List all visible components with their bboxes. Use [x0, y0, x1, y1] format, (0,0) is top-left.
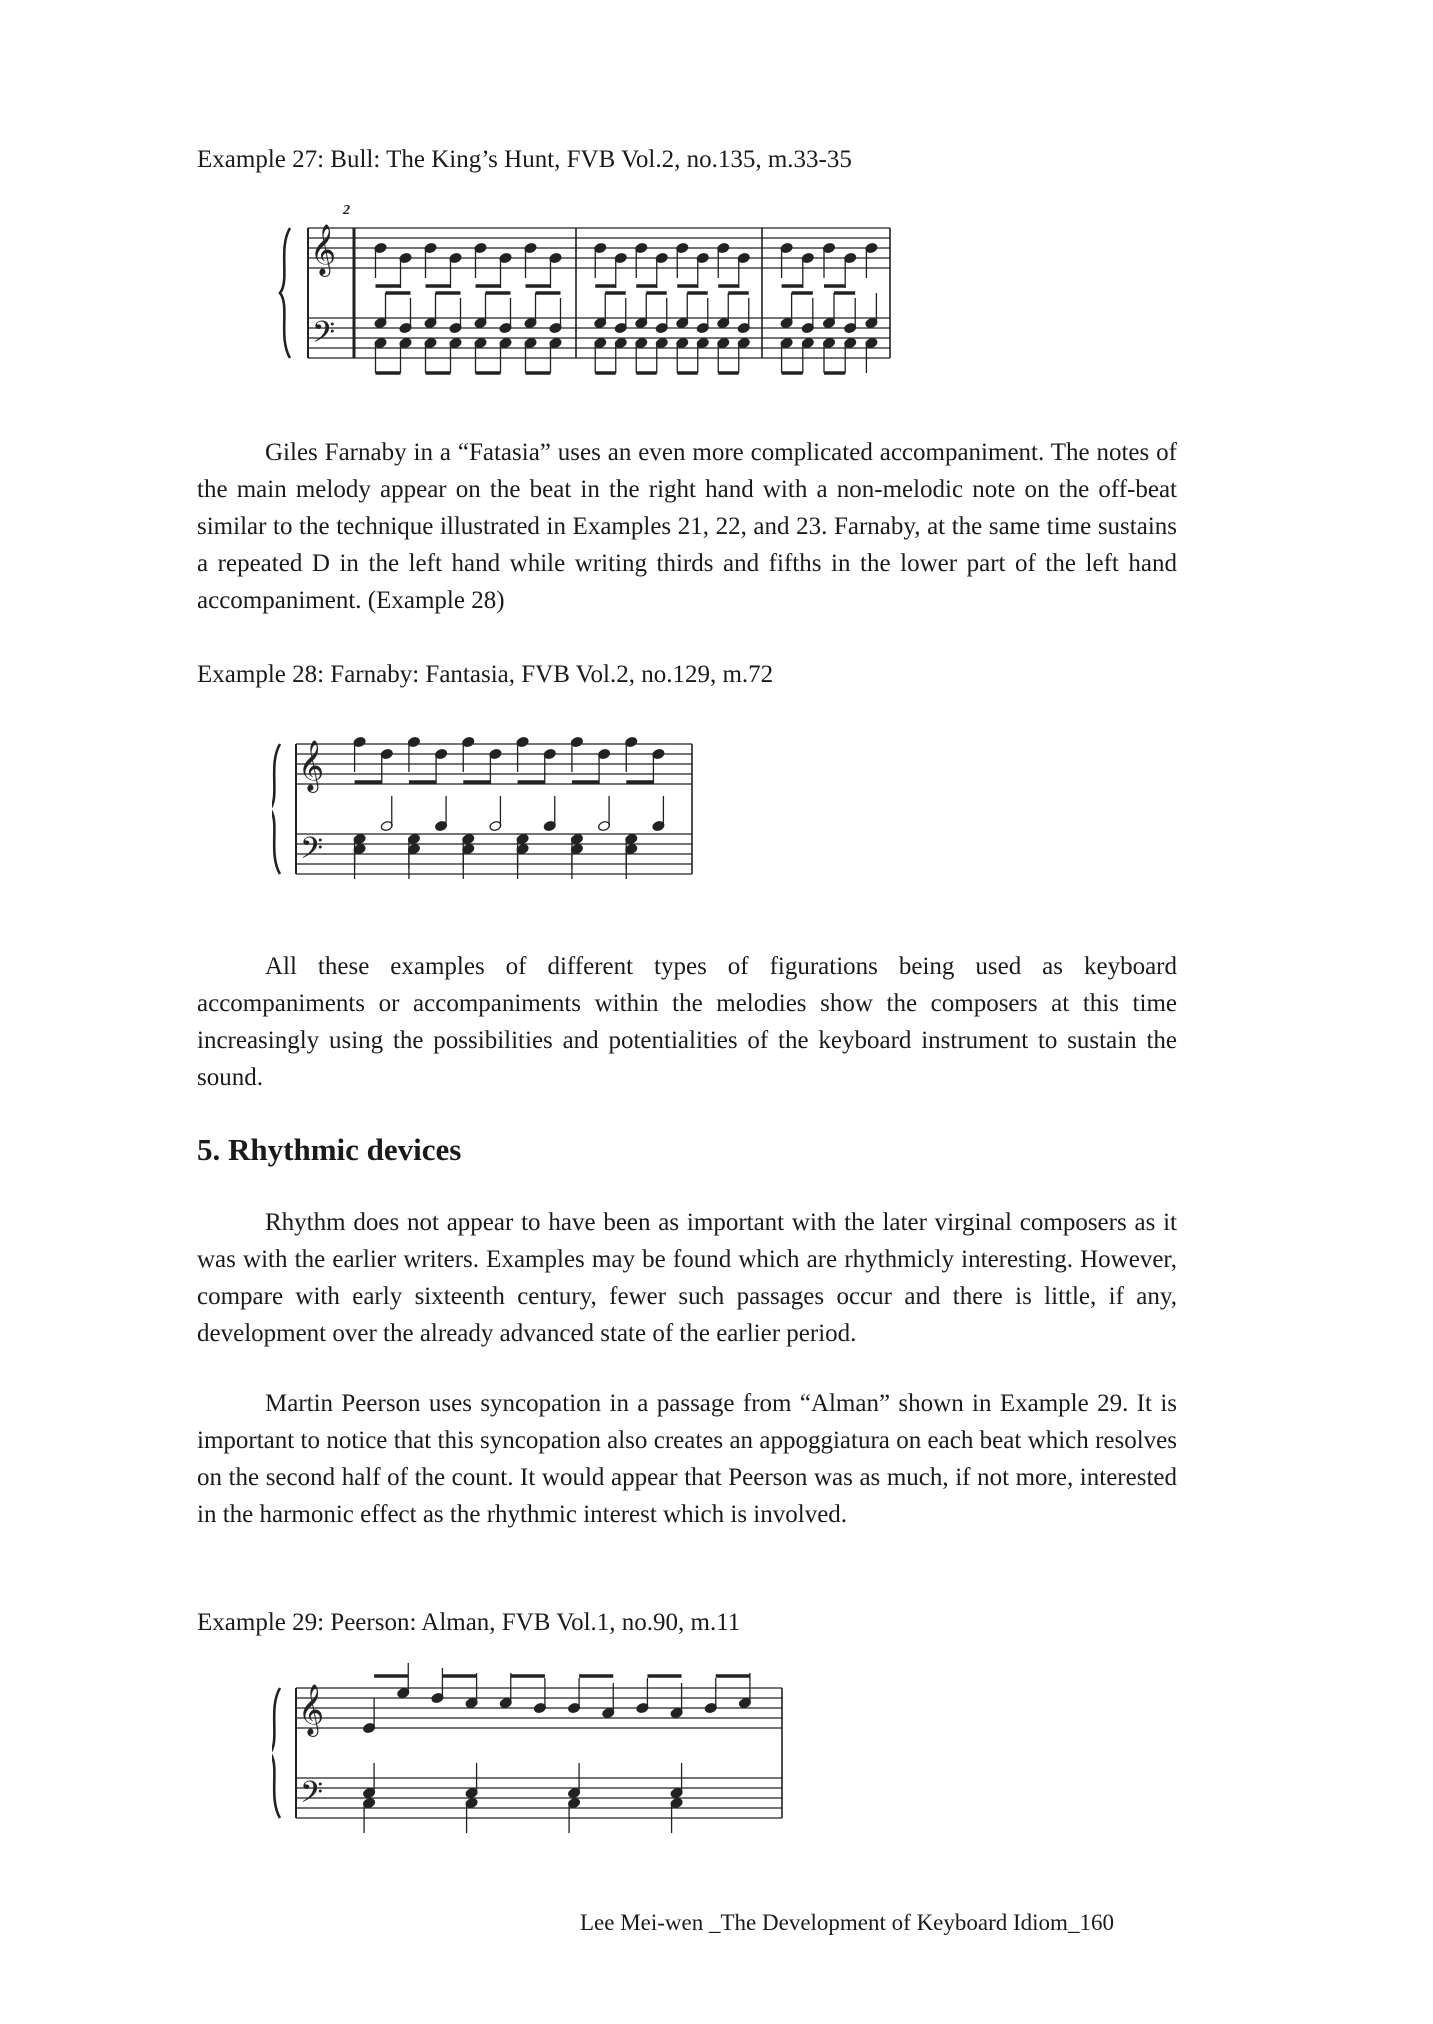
treble-clef-icon: 𝄞: [298, 1684, 325, 1735]
paragraph-rhythm-intro: Rhythm does not appear to have been as important with the later virginal composers as it was with the earlier writers. Examples may be found which are rhythmicly interesting. However, compare with early sixteenth century, fewer such passages occur and there is little, if any, development over the already advanced state of the earlier period.: [197, 1209, 1177, 1347]
treble-clef-icon: 𝄞: [298, 740, 325, 791]
brace-icon: [272, 744, 280, 874]
brace-icon: [280, 228, 290, 358]
example-28-caption: Example 28: Farnaby: Fantasia, FVB Vol.2, no.129, m.72: [197, 661, 774, 688]
treble-clef-icon: 𝄞: [310, 224, 337, 275]
brace-icon: [272, 1688, 280, 1818]
paragraph-peerson-syncopation: Martin Peerson uses syncopation in a passage from “Alman” shown in Example 29. It is important to notice that this syncopation also creates an appoggiatura on each beat which resolves on the second half of the count. It would appear that Peerson was as much, if not more, interested in the harmonic effect as the rhythmic interest which is involved.: [197, 1390, 1177, 1528]
section-heading: 5. Rhythmic devices: [197, 1132, 462, 1167]
bass-clef-icon: 𝄢: [300, 1776, 324, 1817]
example-27-measure-number: 2: [343, 203, 350, 218]
paragraph-figurations-summary: All these examples of different types of figurations being used as keyboard accompaniments or accompaniments within the melodies show the composers at this time increasingly using the possibilities and potentialities of the keyboard instrument to sustain the sound.: [197, 953, 1177, 1091]
example-28-score: [272, 712, 702, 912]
bass-clef-icon: 𝄢: [300, 832, 324, 873]
bass-clef-icon: 𝄢: [312, 316, 336, 357]
example-29-score: [272, 1660, 792, 1860]
example-29-caption: Example 29: Peerson: Alman, FVB Vol.1, no.90, m.11: [197, 1609, 741, 1636]
example-27-score: [278, 200, 898, 400]
paragraph-farnaby-fantasia: Giles Farnaby in a “Fatasia” uses an even more complicated accompaniment. The notes of the main melody appear on the beat in the right hand with a non-melodic note on the off-beat similar to the technique illustrated in Examples 21, 22, and 23. Farnaby, at the same time sustains a repeated D in the left hand while writing thirds and fifths in the lower part of the left hand accompaniment. (Example 28): [197, 439, 1177, 614]
page-footer: Lee Mei-wen _The Development of Keyboard Idiom_160: [580, 1910, 1114, 1935]
example-27-caption: Example 27: Bull: The King’s Hunt, FVB Vol.2, no.135, m.33-35: [197, 146, 852, 173]
